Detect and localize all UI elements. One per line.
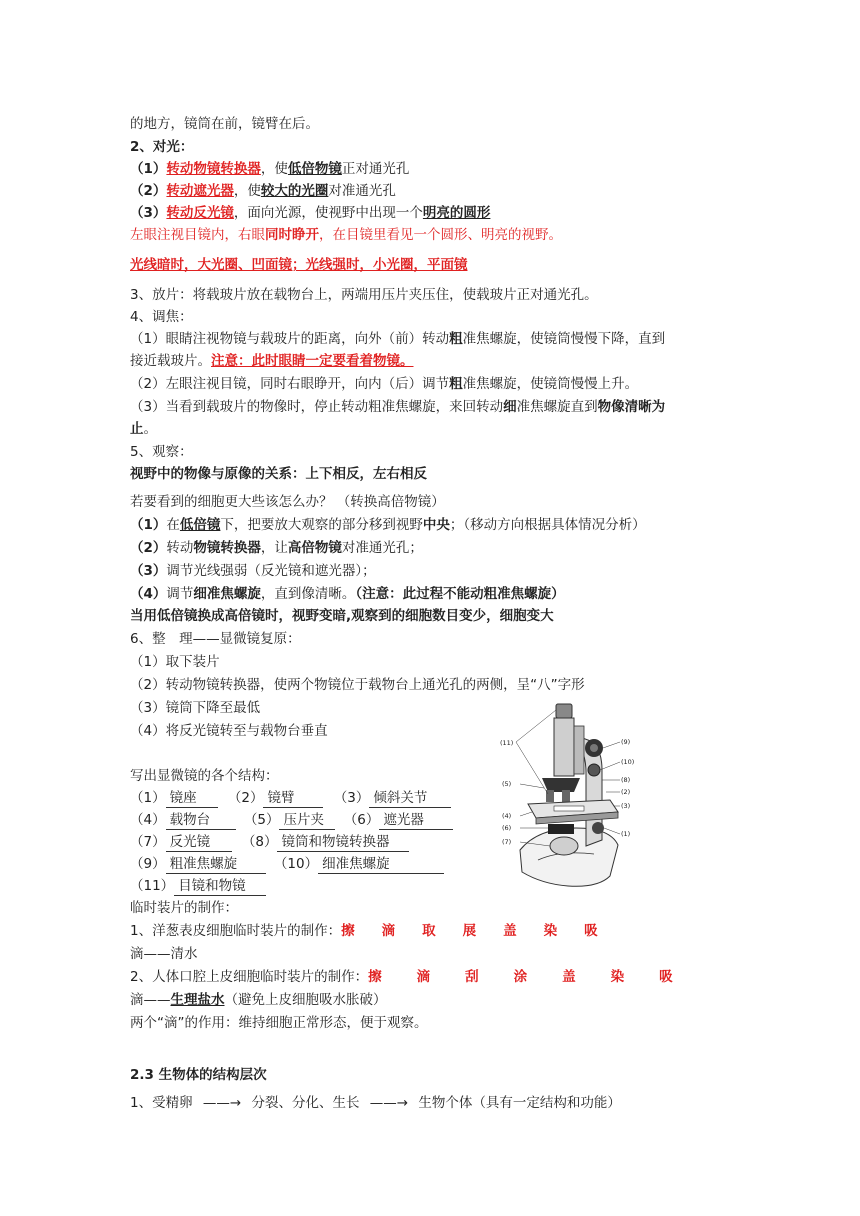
step-key: 物像清晰为 [597,399,666,415]
structure-answer: 镜座 [166,790,218,808]
structure-answer: 镜筒和物镜转换器 [277,834,409,852]
duiguang-step-2 [130,182,396,200]
step-num: （3） [130,563,167,579]
step-text: 准焦螺旋，使镜筒慢慢上升。 [462,376,639,392]
structure-heading: 写出显微镜的各个结构： [130,768,279,784]
fangpian-line: 3、放片：将载玻片放在载物台上，两端用压片夹压住，使载玻片正对通光孔。 [130,287,598,303]
arrow-icon: ——→ [202,1095,242,1111]
flow-text: 1、受精卵 [130,1095,193,1111]
cheek-slide-line [130,968,673,986]
magnify-step-2 [130,539,423,557]
duiguang-note [130,226,562,244]
structure-num: （8） [241,834,278,850]
duiguang-heading: 2、对光： [130,139,194,155]
step-char: 展 [462,923,477,939]
note-text: ，在目镜里看见一个圆形、明亮的视野。 [319,227,562,243]
step-key: 明亮的圆形 [422,205,491,221]
onion-slide-line [130,922,598,940]
diagram-label: (4) [502,812,512,820]
step-text: ，让 [260,540,288,556]
drop-purpose: 两个“滴”的作用：维持细胞正常形态，便于观察。 [130,1015,428,1031]
note-key: 同时睁开 [265,227,319,243]
structure-num: （4） [130,812,166,828]
diagram-label: (2) [621,788,631,796]
step-key: 较大的光圈 [260,183,329,199]
structure-answer: 细准焦螺旋 [318,856,444,874]
step-char: 盖 [503,923,517,939]
step-char: 吸 [584,923,598,939]
cheek-drop-line [130,991,387,1009]
step-num: （1） [130,161,167,177]
step-text: 调节 [166,586,194,602]
diagram-label: (3) [621,802,631,810]
step-action: 转动遮光器 [166,183,234,199]
section-title: 2.3 生物体的结构层次 [130,1067,267,1083]
structure-num: （2） [227,790,264,806]
magnify-step-3 [130,562,376,580]
structure-answer: 压片夹 [279,812,335,830]
onion-steps [341,923,598,939]
tiaojiao-step-1-cont [130,352,414,370]
structure-answer: 载物台 [166,812,236,830]
diagram-label: (9) [621,738,631,746]
step-key: 细准焦螺旋 [193,586,261,602]
structure-row-4 [130,855,444,874]
step-text: （1）眼睛注视物镜与载玻片的距离，向外（前）转动 [130,331,450,347]
light-rule: 光线暗时，大光圈、凹面镜；光线强时，小光圈，平面镜 [130,257,468,273]
step-char: 染 [610,969,625,985]
magnify-step-4 [130,585,565,603]
tiaojiao-step-2 [130,375,638,393]
tiaojiao-step-3 [130,398,665,416]
step-text: 下，把要放大观察的部分移到视野 [220,517,423,533]
structure-num: （6） [343,812,380,828]
structure-answer: 反光镜 [166,834,232,852]
microscope-diagram [498,700,648,888]
onion-drop-line: 滴——清水 [130,946,198,962]
zhengli-heading: 6、整 理——显微镜复原： [130,631,301,647]
step-text: ；（移动方向根据具体情况分析） [449,517,646,533]
arrow-icon: ——→ [369,1095,409,1111]
step-text: 对准通光孔； [341,540,423,556]
step-text: 。 [143,421,157,437]
step-key: 物镜转换器 [193,540,261,556]
duiguang-step-1 [130,160,409,178]
structure-num: （3） [333,790,370,806]
flow-text: 生物个体（具有一定结构和功能） [418,1095,621,1111]
guancha-heading: 5、观察： [130,444,193,460]
step-num: （2） [130,540,167,556]
magnify-conclusion: 当用低倍镜换成高倍镜时，视野变暗,观察到的细胞数目变少，细胞变大 [130,608,554,624]
step-key: 粗 [449,331,463,347]
step-text: （3）当看到载玻片的物像时，停止转动粗准焦螺旋，来回转动 [130,399,504,415]
step-num: （1） [130,517,167,533]
step-text: ，使 [260,161,288,177]
diagram-label: (1) [621,830,631,838]
diagram-label: (11) [500,739,514,747]
drop-text: （避免上皮细胞吸水胀破） [224,992,387,1008]
structure-row-5 [130,877,266,896]
structure-answer: 倾斜关节 [369,790,451,808]
intro-line: 的地方，镜筒在前，镜臂在后。 [130,116,319,132]
slide-label: 2、人体口腔上皮细胞临时装片的制作： [130,969,369,985]
step-num: （2） [130,183,167,199]
step-action: 转动物镜转换器 [166,161,261,177]
step-char: 吸 [659,969,673,985]
step-text: 转动 [166,540,194,556]
zhuangpian-heading: 临时装片的制作： [130,900,238,916]
diagram-label: (6) [502,824,512,832]
drop-text: 滴—— [130,992,171,1008]
step-text: 在 [166,517,180,533]
step-text: 准焦螺旋，使镜筒慢慢下降，直到 [462,331,666,347]
step-text: 接近载玻片。 [130,353,211,369]
structure-num: （7） [130,834,166,850]
saline-key: 生理盐水 [170,992,225,1008]
structure-answer: 目镜和物镜 [174,878,266,896]
step-text: ，使 [233,183,261,199]
focus-warning: 注意：此时眼睛一定要看着物镜。 [211,353,414,369]
tiaojiao-step-1 [130,330,665,348]
step-char: 盖 [562,969,576,985]
diagram-label: (10) [621,758,635,766]
duiguang-step-3 [130,204,490,222]
structure-num: （9） [130,856,166,872]
zhengli-step-4: （4）将反光镜转至与载物台垂直 [130,723,328,739]
step-char: 擦 [341,923,355,939]
image-relation: 视野中的物像与原像的关系：上下相反，左右相反 [130,466,427,482]
structure-answer: 遮光器 [379,812,453,830]
cheek-steps [368,969,673,985]
zhengli-step-3: （3）镜筒下降至最低 [130,700,261,716]
step-char: 刮 [465,969,479,985]
step-key: 中央 [422,517,450,533]
step-warning: （注意：此过程不能动粗准焦螺旋） [355,586,565,602]
diagram-label: (5) [502,780,512,788]
step-action: 转动反光镜 [166,205,234,221]
step-text: 对准通光孔 [328,183,396,199]
magnify-question: 若要看到的细胞更大些该怎么办？ （转换高倍物镜） [130,494,445,510]
step-text: ，直到像清晰。 [260,586,356,602]
step-num: （3） [130,205,167,221]
step-key: 细 [503,399,517,415]
step-text: （2）左眼注视目镜，同时右眼睁开，向内（后）调节 [130,376,450,392]
diagram-label: (8) [621,776,631,784]
structure-row-2 [130,811,453,830]
step-key: 止 [130,421,144,437]
step-key: 粗 [449,376,463,392]
structure-num: （1） [130,790,166,806]
zhengli-step-1: （1）取下装片 [130,654,220,670]
flow-text: 分裂、分化、生长 [251,1095,360,1111]
step-char: 擦 [368,969,382,985]
section-line-1 [130,1094,621,1112]
step-char: 涂 [513,969,528,985]
structure-answer: 粗准焦螺旋 [166,856,266,874]
step-char: 取 [422,923,436,939]
zhengli-step-2: （2）转动物镜转换器，使两个物镜位于载物台上通光孔的两侧，呈“八”字形 [130,677,585,693]
step-text: 调节光线强弱（反光镜和遮光器）； [166,563,376,579]
structure-num: （11） [130,878,175,894]
structure-row-3 [130,833,409,852]
structure-num: （5） [243,812,280,828]
structure-num: （10） [273,856,319,872]
step-num: （4） [130,586,167,602]
magnify-step-1 [130,516,646,534]
step-text: 正对通光孔 [341,161,410,177]
step-char: 染 [543,923,558,939]
step-key: 低倍镜 [179,517,221,533]
slide-label: 1、洋葱表皮细胞临时装片的制作： [130,923,342,939]
tiaojiao-step-3-cont [130,420,157,438]
step-text: 准焦螺旋直到 [516,399,598,415]
step-char: 滴 [381,923,396,939]
step-key: 低倍物镜 [287,161,342,177]
step-char: 滴 [416,969,431,985]
step-text: ，面向光源，使视野中出现一个 [233,205,423,221]
structure-row-1 [130,789,451,808]
note-text: 左眼注视目镜内，右眼 [130,227,265,243]
step-key: 高倍物镜 [287,540,342,556]
diagram-label: (7) [502,838,512,846]
tiaojiao-heading: 4、调焦： [130,309,193,325]
structure-answer: 镜臂 [263,790,323,808]
